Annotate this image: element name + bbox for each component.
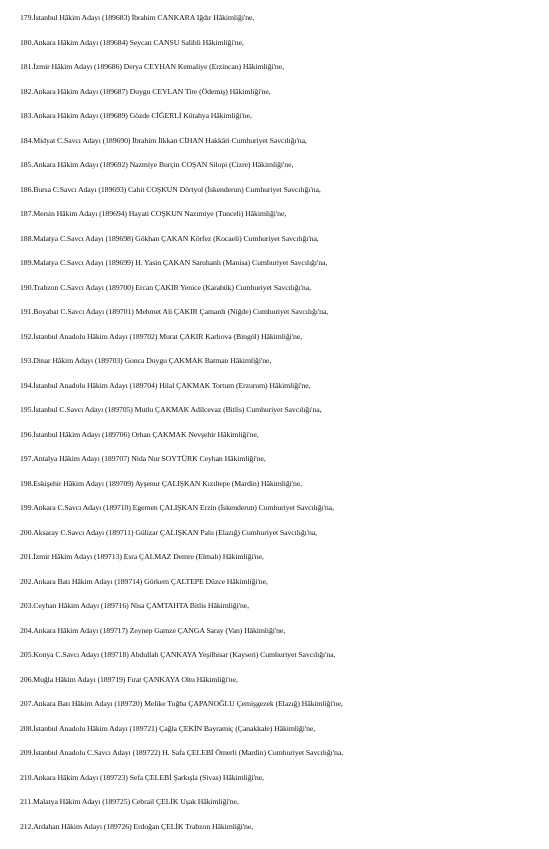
list-item xyxy=(20,423,549,448)
entry-number: 208. xyxy=(20,723,34,733)
list-item xyxy=(20,496,549,521)
entry-text: Ankara Batı Hâkim Adayı (189714) Görkem ÇALTEPE Düzce Hâkimliği'ne, xyxy=(33,576,268,586)
entry-text: Ankara Hâkim Adayı (189723) Sefa ÇELEBİ Şarkışla (Sivas) Hâkimliği'ne, xyxy=(33,772,264,782)
entry-number: 202. xyxy=(20,576,34,586)
list-item xyxy=(20,741,549,766)
entry-number: 186. xyxy=(20,184,34,194)
list-item xyxy=(20,472,549,497)
entry-text: Antalya Hâkim Adayı (189707) Nida Nur SOYTÜRK Ceyhan Hâkimliği'ne, xyxy=(33,454,266,463)
list-item xyxy=(20,129,549,154)
list-item xyxy=(20,545,549,570)
list-item xyxy=(20,104,549,129)
list-item xyxy=(20,153,549,178)
entry-number: 207. xyxy=(20,699,34,708)
entry-text: İstanbul Anadolu Hâkim Adayı (189702) Murat ÇAKIR Karlıova (Bingöl) Hâkimliği'ne, xyxy=(33,331,303,341)
entry-number: 201. xyxy=(20,552,34,561)
entry-text: İzmir Hâkim Adayı (189686) Derya CEYHAN Kemaliye (Erzincan) Hâkimliği'ne, xyxy=(33,62,284,71)
entry-text: Mersin Hâkim Adayı (189694) Hayati COŞKUN Nazımiye (Tunceli) Hâkimliği'ne, xyxy=(33,209,287,218)
entry-text: Malatya C.Savcı Adayı (189698) Gökhan ÇAKAN Körfez (Kocaeli) Cumhuriyet Savcılığı'na, xyxy=(33,233,319,243)
entry-number: 210. xyxy=(20,772,34,782)
entry-number: 196. xyxy=(20,429,34,439)
entry-number: 200. xyxy=(20,527,34,537)
entry-number: 209. xyxy=(20,748,34,757)
list-item xyxy=(20,570,549,595)
entry-text: Boyabat C.Savcı Adayı (189701) Mehmet Ali ÇAKIR Çamardı (Niğde) Cumhuriyet Savcılığı'na, xyxy=(33,307,329,316)
entry-text: Malatya C.Savcı Adayı (189699) H. Yasin ÇAKAN Saruhanlı (Manisa) Cumhuriyet Savcılığı'na, xyxy=(33,258,328,267)
list-item xyxy=(20,6,549,31)
list-item xyxy=(20,717,549,742)
entry-number: 194. xyxy=(20,380,34,390)
entry-number: 179. xyxy=(20,13,34,22)
entry-number: 203. xyxy=(20,601,34,610)
list-item xyxy=(20,227,549,252)
entry-text: Aksaray C.Savcı Adayı (189711) Gülizar ÇALIŞKAN Palu (Elazığ) Cumhuriyet Savcılığı'na, xyxy=(33,527,318,537)
entry-number: 189. xyxy=(20,258,34,267)
entry-number: 199. xyxy=(20,503,34,512)
list-item xyxy=(20,325,549,350)
entry-text: Ankara Hâkim Adayı (189692) Nazmiye Burçin COŞAN Silopi (Cizre) Hâkimliği'ne, xyxy=(33,160,294,169)
entry-number: 190. xyxy=(20,282,34,292)
list-item xyxy=(20,790,549,815)
entry-text: İstanbul C.Savcı Adayı (189705) Mutlu ÇAKMAK Adilcevaz (Bitlis) Cumhuriyet Savcılığı'na, xyxy=(33,405,322,414)
list-item xyxy=(20,349,549,374)
list-item xyxy=(20,202,549,227)
entry-text: Malatya Hâkim Adayı (189725) Cebrail ÇELİK Uşak Hâkimliği'ne, xyxy=(32,797,239,806)
entry-text: İstanbul Hâkim Adayı (189706) Orhan ÇAKMAK Nevşehir Hâkimliği'ne, xyxy=(33,429,259,439)
entry-text: Ankara Hâkim Adayı (189689) Gözde CİĞERLİ Kütahya Hâkimliği'ne, xyxy=(33,111,252,120)
entry-number: 205. xyxy=(20,650,34,659)
entry-number: 206. xyxy=(20,674,34,684)
entry-text: Ankara Hâkim Adayı (189717) Zeynep Gamze ÇANGA Saray (Van) Hâkimliği'ne, xyxy=(33,625,286,635)
entry-text: Bursa C.Savcı Adayı (189693) Cahit COŞKUN Dörtyol (İskenderun) Cumhuriyet Savcılığı'na, xyxy=(33,184,321,194)
entry-number: 204. xyxy=(20,625,34,635)
entry-number: 183. xyxy=(20,111,34,120)
entry-number: 191. xyxy=(20,307,34,316)
list-item xyxy=(20,80,549,105)
entry-text: İstanbul Anadolu C.Savcı Adayı (189722) H. Safa ÇELEBİ Ömerli (Mardin) Cumhuriyet Savcılığı'na, xyxy=(33,748,344,757)
entry-number: 193. xyxy=(20,356,34,365)
entry-number: 192. xyxy=(20,331,34,341)
entry-text: İstanbul Anadolu Hâkim Adayı (189721) Çağla ÇEKİN Bayramiç (Çanakkale) Hâkimliği'ne, xyxy=(33,723,316,733)
list-item xyxy=(20,668,549,693)
entry-text: Konya C.Savcı Adayı (189718) Abdullah ÇANKAYA Yeşilhisar (Kayseri) Cumhuriyet Savcılığı'na, xyxy=(33,650,336,659)
entry-text: Ankara C.Savcı Adayı (189710) Egemen ÇALIŞKAN Erzin (İskenderun) Cumhuriyet Savcılığı'na, xyxy=(33,503,334,512)
entry-text: Ankara Hâkim Adayı (189687) Duygu CEYLAN Tire (Ödemiş) Hâkimliği'ne, xyxy=(33,86,271,96)
entry-text: Ceyhan Hâkim Adayı (189716) Nisa ÇAMTAHTA Bitlis Hâkimliği'ne, xyxy=(33,601,249,610)
entry-number: 182. xyxy=(20,86,34,96)
entry-text: Ardahan Hâkim Adayı (189726) Erdoğan ÇELİK Trabzon Hâkimliği'ne, xyxy=(33,821,254,831)
entry-text: Ankara Batı Hâkim Adayı (189720) Melike Tuğba ÇAPANOĞLU Çemişgezek (Elazığ) Hâkimliği'ne, xyxy=(33,699,343,708)
entry-text: Eskişehir Hâkim Adayı (189709) Ayşenur ÇALIŞKAN Kızıltepe (Mardin) Hâkimliği'ne, xyxy=(33,478,303,488)
entry-number: 197. xyxy=(20,454,34,463)
list-item xyxy=(20,178,549,203)
list-item xyxy=(20,692,549,717)
entry-text: İstanbul Anadolu Hâkim Adayı (189704) Hilal ÇAKMAK Tortum (Erzurum) Hâkimliği'ne, xyxy=(33,380,311,390)
entry-number: 184. xyxy=(20,135,34,145)
entry-text: İzmir Hâkim Adayı (189713) Esra ÇALMAZ Demre (Elmalı) Hâkimliği'ne, xyxy=(33,552,264,561)
entry-number: 188. xyxy=(20,233,34,243)
list-item xyxy=(20,300,549,325)
entry-text: Trabzon C.Savcı Adayı (189700) Ercan ÇAKIR Yenice (Karabük) Cumhuriyet Savcılığı'na, xyxy=(33,282,311,292)
list-item xyxy=(20,447,549,472)
list-item xyxy=(20,521,549,546)
entry-text: Muğla Hâkim Adayı (189719) Fırat ÇANKAYA Oltu Hâkimliği'ne, xyxy=(33,674,238,684)
list-item xyxy=(20,374,549,399)
entry-number: 180. xyxy=(20,37,34,47)
entry-text: Midyat C.Savcı Adayı (189690) İbrahim İlkkan CİHAN Hakkâri Cumhuriyet Savcılığı'na, xyxy=(33,135,307,145)
entry-number: 195. xyxy=(20,405,34,414)
list-item xyxy=(20,815,549,840)
list-item xyxy=(20,276,549,301)
entry-number: 198. xyxy=(20,478,34,488)
list-item xyxy=(20,31,549,56)
entry-number: 187. xyxy=(20,209,34,218)
appointment-list xyxy=(20,6,549,839)
entry-text: İstanbul Hâkim Adayı (189683) İbrahim CANKARA Iğdır Hâkimliği'ne, xyxy=(33,13,255,22)
list-item xyxy=(20,398,549,423)
entry-text: Ankara Hâkim Adayı (189684) Seycan CANSU Salihli Hâkimliği'ne, xyxy=(33,37,244,47)
entry-number: 185. xyxy=(20,160,34,169)
list-item xyxy=(20,251,549,276)
list-item xyxy=(20,594,549,619)
list-item xyxy=(20,643,549,668)
entry-number: 212. xyxy=(20,821,34,831)
entry-text: Dinar Hâkim Adayı (189703) Gonca Duygu ÇAKMAK Batman Hâkimliği'ne, xyxy=(33,356,272,365)
entry-number: 181. xyxy=(20,62,34,71)
list-item xyxy=(20,619,549,644)
entry-number: 211. xyxy=(20,797,33,806)
list-item xyxy=(20,55,549,80)
list-item xyxy=(20,766,549,791)
